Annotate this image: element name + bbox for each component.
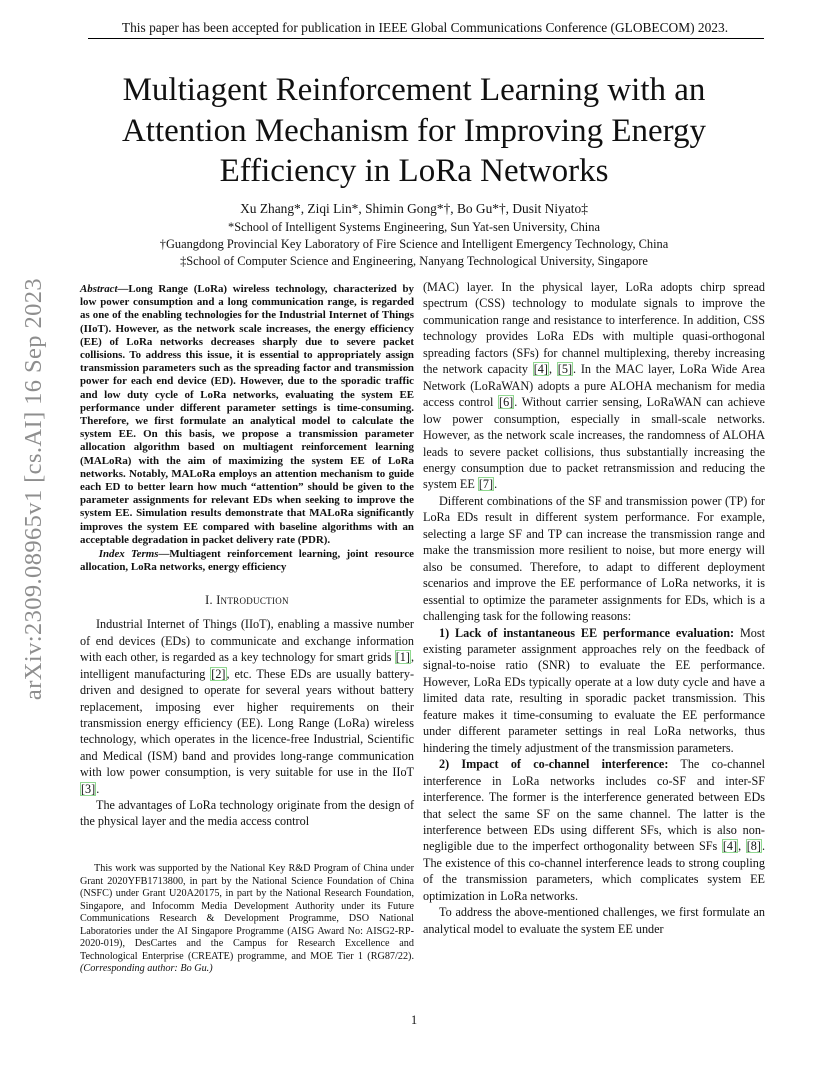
text-run: . In the MAC layer, LoRa Wide Area Network (LoRaWAN) adopts a pure ALOHA mechanism for media access control [423,362,765,410]
index-terms [80,548,414,574]
text-run: . Without carrier sensing, LoRaWAN can achieve low power consumption, especially in small-scale networks. However, as the network scale increases, the randomness of ALOHA leads to severe packet collisions, thus substantially increasing the energy consumption due to packet retransmission and reducing the system EE [423,395,765,492]
challenge-2-title: 2) Impact of co-channel interference: [439,757,669,772]
citation-link[interactable]: [1] [395,650,410,665]
left-column [80,283,414,830]
abstract [80,283,414,547]
section-title: Introduction [216,593,289,608]
citation-link[interactable]: [5] [557,362,573,377]
section-numeral: I. [205,593,217,608]
citation-link[interactable]: [8] [746,839,761,854]
publication-notice: This paper has been accepted for publication in IEEE Global Communications Conference (GLOBECOM) 2023. [121,20,729,35]
index-terms-text: —Multiagent reinforcement learning, joint resource allocation, LoRa networks, energy efficiency [80,548,414,574]
index-terms-label: Index Terms [98,548,159,561]
footnote-text: This work was supported by the National Key R&D Program of China under Grant 2020YFB1713800, in part by the National Science Foundation of China (NSFC) under Grant U20A20175, in part by the National Research Foundation, Singapore, and Infocomm Media Development Authority under its Future Communications Research & Development Programme, DSO National Laboratories under the AI Singapore Programme (AISG Award No: AISG2-RP-2020-019), DesCartes and the Campus for Research Excellence and Technological Enterprise (CREATE) programme, and MOE Tier 1 (RG87/22). [80,863,414,962]
affiliation-2: †Guangdong Provincial Key Laboratory of Fire Science and Intelligent Emergency Technology, China [159,237,669,251]
text-run: Most existing parameter assignment approaches rely on the feedback of signal-to-noise ratio (SNR) to evaluate the EE performance. However, LoRa EDs typically operate at a low duty cycle and have a limited data rate, resulting in sporadic packet transmission. This feature makes it time-consuming to evaluate the EE performance under different parameter settings in real LoRa networks, thus hindering the timely adjustment of the transmission parameters. [423,625,766,755]
arxiv-identifier-text: arXiv:2309.08965v1 [cs.AI] 16 Sep 2023 [20,277,47,701]
text-run: (MAC) layer. In the physical layer, LoRa adopts chirp spread spectrum (CSS) technology to modulate signals to improve the communication range and resistance to interference. In addition, CSS technology provides LoRa EDs with multiple quasi-orthogonal spreading factors (SFs) for channel multiplexing, thereby increasing the network capacity [423,280,765,377]
right-paragraph-1 [423,279,765,493]
text-run: The co-channel interference in LoRa networks includes co-SF and inter-SF interference. The former is the interference generated between EDs that select the same SF on the same channel. The latter is the interference between EDs using different SFs, which is also non-negligible due to the imperfect orthogonality between SFs [423,757,765,854]
right-paragraph-5: To address the above-mentioned challenges, we first formulate an analytical model to evaluate the system EE under [423,905,765,936]
right-paragraph-3 [423,625,765,757]
right-paragraph-4 [423,756,765,904]
challenge-1-title: 1) Lack of instantaneous EE performance evaluation: [439,625,735,640]
text-run: . The existence of this co-channel interference leads to strong coupling of the transmission parameters, which complicates system EE optimization in LoRa networks. [423,839,766,903]
intro-paragraph-2: The advantages of LoRa technology originate from the design of the physical layer and the media access control [80,797,414,829]
paper-title: Multiagent Reinforcement Learning with an Attention Mechanism for Improving Energy Efficiency in LoRa Networks [121,72,707,189]
affiliation-3: ‡School of Computer Science and Engineering, Nanyang Technological University, Singapore [180,254,648,268]
text-run: , [738,839,746,854]
affiliation-1: *School of Intelligent Systems Engineering, Sun Yat-sen University, China [228,220,600,234]
intro-paragraph-1 [80,616,414,796]
page-number: 1 [410,1013,418,1027]
citation-link[interactable]: [6] [499,395,514,410]
corresponding-author-note: (Corresponding author: Bo Gu.) [80,963,213,974]
section-heading-introduction [80,593,414,608]
text-run: Industrial Internet of Things (IIoT), enabling a massive number of end devices (EDs) to communicate and exchange information with each other, is regarded as a key technology for smart grids [80,617,414,665]
right-paragraph-2: Different combinations of the SF and transmission power (TP) for LoRa EDs result in different system performance. For example, selecting a large SF and TP can increase the transmission range and make the transmission more resilient to noise, but more energy will also be consumed. Therefore, to adapt to different deployment scenarios and improve the EE performance of LoRa networks, it is essential to optimize the parameter assignments for EDs, which is a challenging task for the following reasons: [423,493,765,624]
author-list: Xu Zhang*, Ziqi Lin*, Shimin Gong*†, Bo Gu*†, Dusit Niyato‡ [240,201,588,216]
text-run: . [494,477,498,492]
header-rule [88,38,764,39]
text-run: . [96,781,100,796]
abstract-label: Abstract [80,283,118,295]
right-column [423,279,765,937]
text-run: , [548,362,557,377]
citation-link[interactable]: [3] [81,781,96,796]
funding-footnote [80,863,414,976]
text-run: , etc. These EDs are usually battery-driven and designed to operate for several years without battery replacement, imposing ever higher requirements on their transmission energy efficiency (EE). Long Range (LoRa) wireless technology, which operates in the licence-free Industrial, Scientific and Medical (ISM) band and provides long-range communication with low power consumption, is very suitable for use in the IIoT [80,666,415,780]
arxiv-identifier-stamp [18,277,50,701]
citation-link[interactable]: [7] [478,477,494,492]
citation-link[interactable]: [2] [211,666,226,681]
abstract-text: —Long Range (LoRa) wireless technology, characterized by low power consumption and a long communication range, is regarded as one of the enabling technologies for the Industrial Internet of Things (IIoT). However, as the network scale increases, the energy efficiency (EE) of LoRa networks decreases sharply due to severe packet collisions. To address this issue, it is essential to appropriately assign transmission parameters such as the spreading factor and transmission power for each end device (ED). However, due to the sporadic traffic and low duty cycle of LoRa networks, evaluating the system EE performance under different parameter settings is time-consuming. Therefore, we first formulate an analytical model to calculate the system EE. On this basis, we propose a transmission parameter allocation algorithm based on multiagent reinforcement learning (MALoRa) with the aim of maximizing the system EE of LoRa networks. Notably, MALoRa employs an attention mechanism to guide each ED to better learn how much “attention” should be given to the parameter assignments for relevant EDs when seeking to improve the system EE. Simulation results demonstrate that MALoRa significantly improves the system EE compared with baseline algorithms with an acceptable degradation in packet delivery rate (PDR). [80,283,414,546]
text-run: , intelligent manufacturing [80,650,414,681]
citation-link[interactable]: [4] [533,362,548,377]
citation-link[interactable]: [4] [722,839,738,854]
